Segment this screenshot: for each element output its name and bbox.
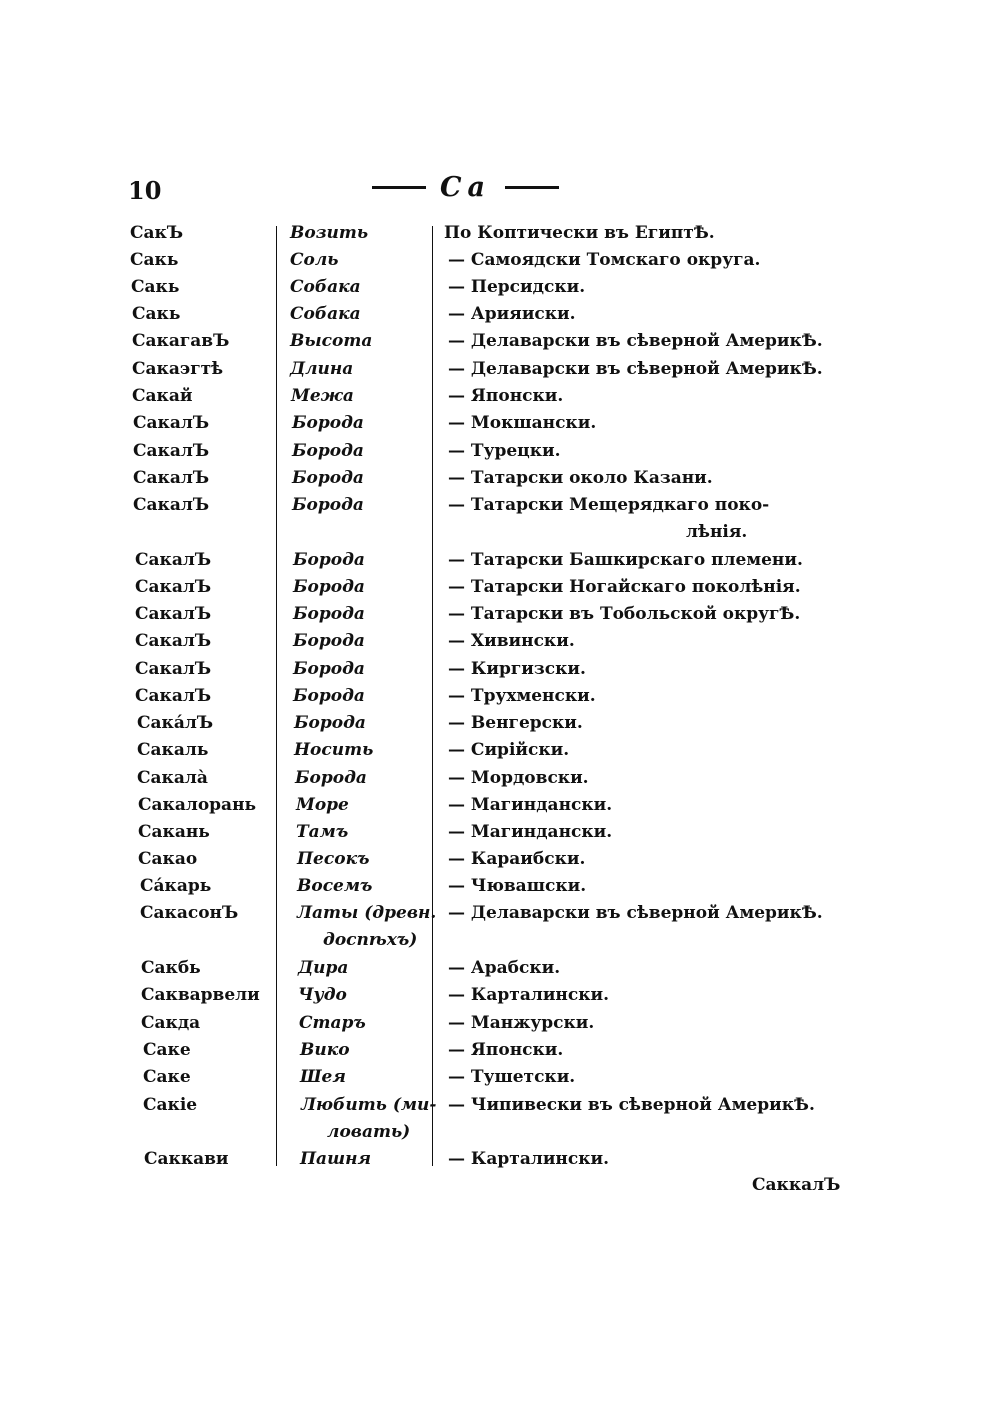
- entry-language: — Арияиски.: [448, 304, 576, 324]
- entry-language: — Трухменски.: [448, 686, 596, 706]
- entry-word: Саккави: [144, 1149, 229, 1169]
- entry-language: — Арабски.: [448, 958, 561, 978]
- page-number: 10: [128, 176, 162, 205]
- entry-language: — Татарски въ Тобольской округѢ.: [448, 604, 801, 624]
- entry-language: — Татарски Ногайскаго поколѣнія.: [448, 577, 801, 597]
- entry-translation: Борода: [293, 659, 365, 679]
- entry-word: Сакь: [131, 277, 180, 297]
- entry-word: Сакао: [138, 849, 198, 869]
- entry-word: СакалЪ: [133, 495, 210, 515]
- entry-word: Саке: [143, 1067, 191, 1087]
- entry-word: СакалЪ: [135, 631, 212, 651]
- entry-translation: Пашня: [300, 1149, 371, 1169]
- entry-word: Сакь: [130, 250, 179, 270]
- entry-language: — Карталински.: [448, 985, 610, 1005]
- entry-language: — Мокшански.: [448, 413, 597, 433]
- entry-language: — Магиндански.: [448, 795, 613, 815]
- entry-translation: Любить (ми-: [301, 1095, 437, 1115]
- entry-translation: Межа: [291, 386, 354, 406]
- entry-word: СакЪ: [130, 223, 184, 243]
- entry-language: — Тушетски.: [448, 1067, 576, 1087]
- entry-language: — Японски.: [448, 1040, 564, 1060]
- entry-word: СакалЪ: [135, 686, 212, 706]
- entry-translation: Борода: [293, 686, 365, 706]
- entry-language: — Киргизски.: [448, 659, 586, 679]
- entry-word: Сака́лЪ: [137, 713, 214, 733]
- entry-language: — Карталински.: [448, 1149, 610, 1169]
- entry-word: Сакалорань: [138, 795, 257, 815]
- catchword: СаккалЪ: [752, 1175, 841, 1195]
- entry-translation: Борода: [292, 441, 364, 461]
- running-header: [372, 172, 559, 203]
- entry-language: — Чипивески въ сѣверной АмерикѢ.: [448, 1095, 815, 1115]
- entry-language: — Венгерски.: [448, 713, 583, 733]
- entry-language: — Самоядски Томскаго округа.: [448, 250, 761, 270]
- entry-translation: Высота: [290, 331, 373, 351]
- entry-language: — Караибски.: [448, 849, 586, 869]
- entry-word: СакалЪ: [135, 604, 212, 624]
- entry-translation: Собака: [290, 304, 361, 324]
- entry-word: Сакань: [138, 822, 210, 842]
- entry-word: Сакварвели: [141, 985, 260, 1005]
- entry-language: — Сирійски.: [448, 740, 570, 760]
- entry-word: СакалЪ: [135, 577, 212, 597]
- entry-word: Сакь: [132, 304, 181, 324]
- entry-translation: Вико: [300, 1040, 350, 1060]
- entry-word: СакалЪ: [133, 468, 210, 488]
- entry-word: Сакала̀: [137, 768, 208, 788]
- entry-translation: Борода: [292, 413, 364, 433]
- entry-translation: Тамъ: [296, 822, 349, 842]
- entry-translation: Море: [296, 795, 349, 815]
- entry-word: СакалЪ: [133, 441, 210, 461]
- entry-translation: Песокъ: [297, 849, 370, 869]
- entry-language: — Делаварски въ сѣверной АмерикѢ.: [448, 331, 823, 351]
- entry-language: — Магиндански.: [448, 822, 613, 842]
- entry-language: По Коптически въ ЕгиптѢ.: [444, 223, 715, 243]
- header-rule-right: [505, 186, 559, 189]
- entry-language: — Татарски Мещерядкаго поко-: [448, 495, 770, 515]
- entry-word: Сакай: [132, 386, 193, 406]
- entry-translation: Старъ: [299, 1013, 366, 1033]
- entry-word: СакагавЪ: [132, 331, 230, 351]
- entry-language: — Татарски около Казани.: [448, 468, 713, 488]
- column-divider-left: [276, 226, 277, 1166]
- entry-translation: Борода: [294, 713, 366, 733]
- entry-word: СакалЪ: [133, 413, 210, 433]
- entry-translation-continued: доспѣхъ): [323, 930, 418, 950]
- entry-language: — Турецки.: [448, 441, 561, 461]
- entry-translation-continued: ловать): [327, 1122, 411, 1142]
- entry-translation: Носить: [294, 740, 374, 760]
- entry-word: Саке: [143, 1040, 191, 1060]
- entry-translation: Чудо: [298, 985, 347, 1005]
- entry-word: СакалЪ: [135, 550, 212, 570]
- entry-translation: Борода: [292, 495, 364, 515]
- entry-language: — Хивински.: [448, 631, 575, 651]
- entry-translation: Борода: [293, 550, 365, 570]
- entry-translation: Возить: [290, 223, 369, 243]
- entry-language: — Персидски.: [448, 277, 586, 297]
- entry-language: — Мордовски.: [448, 768, 589, 788]
- entry-language-continued: лѣнія.: [686, 522, 748, 542]
- header-letters: Са: [440, 172, 491, 203]
- entry-translation: Собака: [290, 277, 361, 297]
- entry-word: Сакіе: [143, 1095, 198, 1115]
- entry-word: Сакаль: [137, 740, 209, 760]
- entry-translation: Дира: [298, 958, 349, 978]
- entry-translation: Борода: [293, 631, 365, 651]
- column-divider-right: [432, 226, 433, 1166]
- entry-word: Сакда: [141, 1013, 201, 1033]
- entry-translation: Длина: [290, 359, 354, 379]
- entry-word: Са́карь: [140, 876, 212, 896]
- entry-language: — Делаварски въ сѣверной АмерикѢ.: [448, 359, 823, 379]
- entry-word: Сакбь: [141, 958, 201, 978]
- entry-translation: Восемъ: [297, 876, 373, 896]
- entry-translation: Борода: [295, 768, 367, 788]
- entry-translation: Соль: [290, 250, 339, 270]
- entry-translation: Борода: [292, 468, 364, 488]
- entry-language: — Японски.: [448, 386, 564, 406]
- entry-translation: Латы (древн.: [297, 903, 437, 923]
- entry-language: — Манжурски.: [448, 1013, 595, 1033]
- entry-word: Сакаэгтѣ: [132, 359, 224, 379]
- entry-word: СакасонЪ: [140, 903, 239, 923]
- entry-translation: Борода: [293, 577, 365, 597]
- header-rule-left: [372, 186, 426, 189]
- entry-word: СакалЪ: [135, 659, 212, 679]
- entry-translation: Борода: [293, 604, 365, 624]
- entry-translation: Шея: [300, 1067, 346, 1087]
- entry-language: — Татарски Башкирскаго племени.: [448, 550, 803, 570]
- entry-language: — Делаварски въ сѣверной АмерикѢ.: [448, 903, 823, 923]
- entry-language: — Чювашски.: [448, 876, 587, 896]
